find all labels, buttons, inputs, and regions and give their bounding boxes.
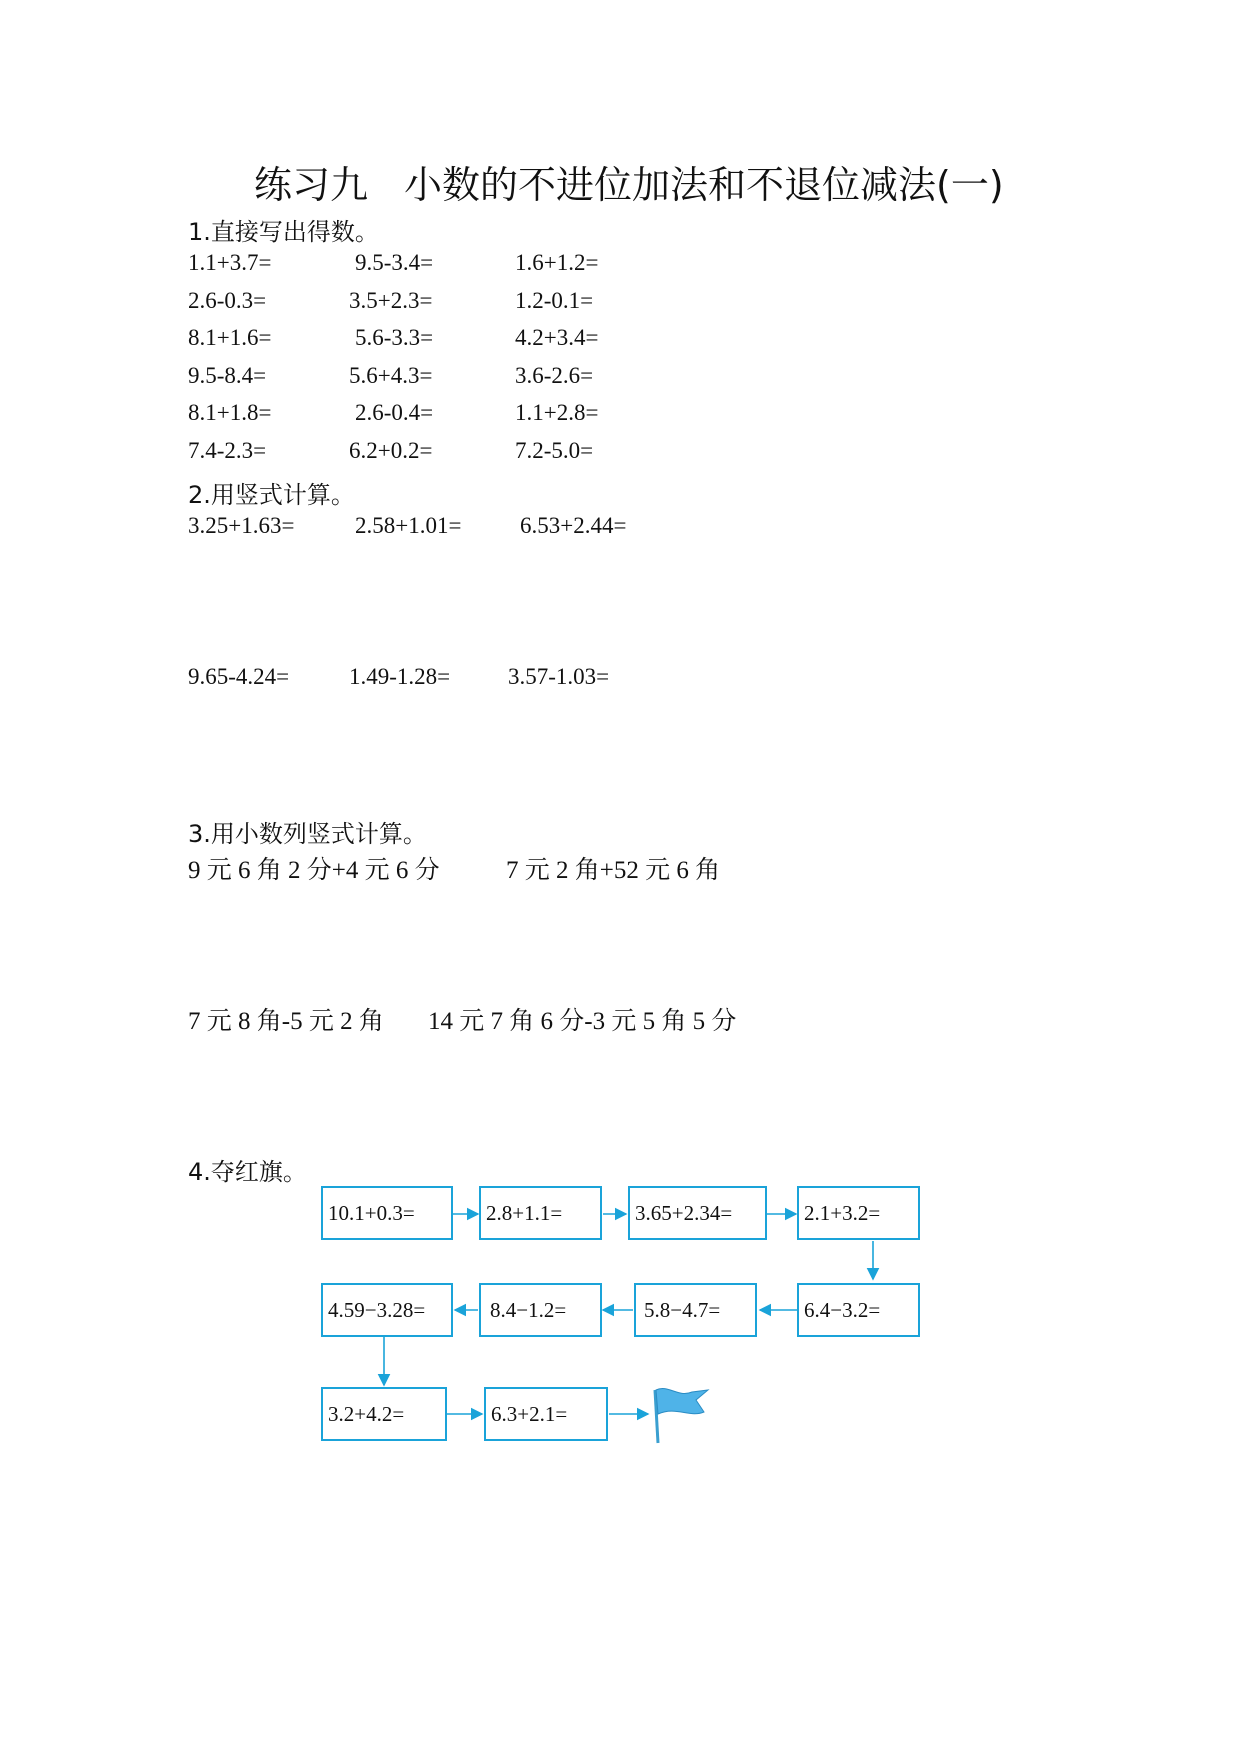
problem-6-2: 6.2+0.2= xyxy=(349,438,433,463)
vertical-problem-5: 1.49-1.28= xyxy=(349,664,451,689)
section1-heading: 1.直接写出得数。 xyxy=(188,218,379,246)
flow-box-9: 3.2+4.2= xyxy=(321,1387,447,1441)
problem-2-2: 3.5+2.3= xyxy=(349,288,433,313)
problem-4-2: 5.6+4.3= xyxy=(349,363,433,388)
vertical-problem-1: 3.25+1.63= xyxy=(188,513,295,538)
flow-box-10: 6.3+2.1= xyxy=(484,1387,608,1441)
problem-6-3: 7.2-5.0= xyxy=(515,438,594,463)
problem-3-2: 5.6-3.3= xyxy=(355,325,434,350)
problem-1-1: 1.1+3.7= xyxy=(188,250,272,275)
section4-heading: 4.夺红旗。 xyxy=(188,1158,307,1186)
problem-2-1: 2.6-0.3= xyxy=(188,288,267,313)
flow-box-4: 2.1+3.2= xyxy=(797,1186,920,1240)
title-part2: 小数的不进位加法和不退位减法(一) xyxy=(404,163,1004,207)
title-part1: 练习九 xyxy=(254,163,369,207)
problem-3-3: 4.2+3.4= xyxy=(515,325,599,350)
problem-5-3: 1.1+2.8= xyxy=(515,400,599,425)
flow-box-2: 2.8+1.1= xyxy=(479,1186,602,1240)
problem-5-2: 2.6-0.4= xyxy=(355,400,434,425)
flow-box-3: 3.65+2.34= xyxy=(628,1186,767,1240)
flow-box-7: 8.4−1.2= xyxy=(479,1283,602,1337)
flag-icon xyxy=(655,1388,708,1443)
vertical-problem-6: 3.57-1.03= xyxy=(508,664,610,689)
flow-box-1: 10.1+0.3= xyxy=(321,1186,453,1240)
money-problem-1: 9 元 6 角 2 分+4 元 6 分 xyxy=(188,857,440,884)
problem-4-1: 9.5-8.4= xyxy=(188,363,267,388)
vertical-problem-3: 6.53+2.44= xyxy=(520,513,627,538)
problem-1-3: 1.6+1.2= xyxy=(515,250,599,275)
section2-heading: 2.用竖式计算。 xyxy=(188,481,355,509)
problem-4-3: 3.6-2.6= xyxy=(515,363,594,388)
vertical-problem-4: 9.65-4.24= xyxy=(188,664,290,689)
money-problem-3: 7 元 8 角-5 元 2 角 xyxy=(188,1008,384,1035)
problem-5-1: 8.1+1.8= xyxy=(188,400,272,425)
money-problem-4: 14 元 7 角 6 分-3 元 5 角 5 分 xyxy=(428,1008,737,1035)
vertical-problem-2: 2.58+1.01= xyxy=(355,513,462,538)
flow-box-5: 6.4−3.2= xyxy=(797,1283,920,1337)
problem-2-3: 1.2-0.1= xyxy=(515,288,594,313)
money-problem-2: 7 元 2 角+52 元 6 角 xyxy=(506,857,721,884)
flow-box-6: 5.8−4.7= xyxy=(634,1283,757,1337)
problem-1-2: 9.5-3.4= xyxy=(355,250,434,275)
problem-3-1: 8.1+1.6= xyxy=(188,325,272,350)
problem-6-1: 7.4-2.3= xyxy=(188,438,267,463)
section3-heading: 3.用小数列竖式计算。 xyxy=(188,820,427,848)
flow-box-8: 4.59−3.28= xyxy=(321,1283,453,1337)
